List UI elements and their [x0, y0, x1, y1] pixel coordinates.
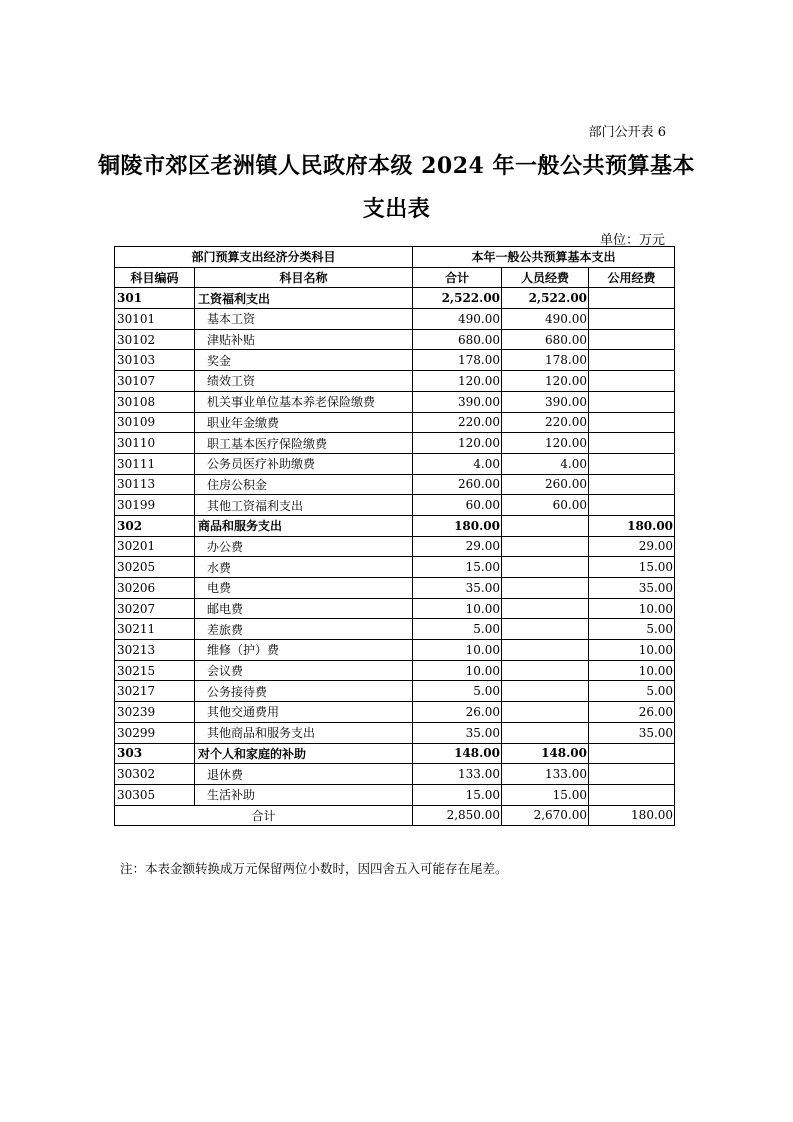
- table-row: [115, 722, 675, 743]
- table-row: [115, 681, 675, 702]
- table-row: [115, 743, 675, 764]
- cell-total: 10.00: [413, 598, 502, 619]
- cell-personnel: 680.00: [502, 329, 589, 350]
- cell-name: 其他交通费用: [195, 702, 413, 723]
- cell-total: 4.00: [413, 453, 502, 474]
- cell-total: 5.00: [413, 619, 502, 640]
- table-row: [115, 433, 675, 454]
- cell-personnel: 148.00: [502, 743, 589, 764]
- grand-total-public: 180.00: [589, 805, 675, 826]
- cell-personnel: [502, 598, 589, 619]
- cell-code: 30215: [115, 660, 195, 681]
- cell-total: 26.00: [413, 702, 502, 723]
- grand-total-total: 2,850.00: [413, 805, 502, 826]
- cell-name: 电费: [195, 578, 413, 599]
- unit-label: 单位：万元: [599, 233, 665, 248]
- header-left-group: 部门预算支出经济分类科目: [115, 247, 413, 268]
- cell-name: 职业年金缴费: [195, 412, 413, 433]
- table-row: [115, 515, 675, 536]
- cell-name: 机关事业单位基本养老保险缴费: [195, 391, 413, 412]
- cell-code: 302: [115, 515, 195, 536]
- cell-personnel: 220.00: [502, 412, 589, 433]
- cell-public: [589, 784, 675, 805]
- cell-personnel: [502, 536, 589, 557]
- cell-name: 邮电费: [195, 598, 413, 619]
- cell-public: 35.00: [589, 578, 675, 599]
- cell-total: 2,522.00: [413, 288, 502, 309]
- cell-public: 26.00: [589, 702, 675, 723]
- cell-public: [589, 391, 675, 412]
- cell-name: 生活补助: [195, 784, 413, 805]
- cell-code: 30205: [115, 557, 195, 578]
- cell-personnel: 490.00: [502, 309, 589, 330]
- table-row: [115, 412, 675, 433]
- table-row: [115, 764, 675, 785]
- cell-total: 220.00: [413, 412, 502, 433]
- page-title-line-1: 铜陵市郊区老洲镇人民政府本级 2024 年一般公共预算基本: [97, 153, 696, 179]
- cell-code: 30299: [115, 722, 195, 743]
- budget-table: [114, 246, 675, 826]
- header-code: 科目编码: [115, 267, 195, 288]
- cell-total: 148.00: [413, 743, 502, 764]
- table-row: [115, 288, 675, 309]
- table-row: [115, 702, 675, 723]
- cell-personnel: [502, 515, 589, 536]
- cell-public: 15.00: [589, 557, 675, 578]
- cell-public: [589, 433, 675, 454]
- cell-code: 30211: [115, 619, 195, 640]
- cell-code: 30199: [115, 495, 195, 516]
- cell-code: 30302: [115, 764, 195, 785]
- cell-name: 公务员医疗补助缴费: [195, 453, 413, 474]
- cell-total: 35.00: [413, 722, 502, 743]
- cell-total: 260.00: [413, 474, 502, 495]
- cell-public: [589, 743, 675, 764]
- cell-name: 住房公积金: [195, 474, 413, 495]
- cell-code: 30239: [115, 702, 195, 723]
- cell-name: 奖金: [195, 350, 413, 371]
- cell-code: 30107: [115, 371, 195, 392]
- cell-total: 390.00: [413, 391, 502, 412]
- cell-public: [589, 764, 675, 785]
- header-right-group: 本年一般公共预算基本支出: [413, 247, 675, 268]
- grand-total-personnel: 2,670.00: [502, 805, 589, 826]
- cell-public: 10.00: [589, 640, 675, 661]
- cell-total: 10.00: [413, 660, 502, 681]
- cell-total: 178.00: [413, 350, 502, 371]
- cell-public: 5.00: [589, 681, 675, 702]
- cell-public: [589, 371, 675, 392]
- table-row: [115, 350, 675, 371]
- page-title-line-2: 支出表: [362, 196, 431, 222]
- cell-personnel: 15.00: [502, 784, 589, 805]
- cell-code: 30207: [115, 598, 195, 619]
- table-row: [115, 309, 675, 330]
- cell-public: [589, 495, 675, 516]
- cell-public: [589, 412, 675, 433]
- cell-name: 其他工资福利支出: [195, 495, 413, 516]
- table-row: [115, 660, 675, 681]
- cell-name: 办公费: [195, 536, 413, 557]
- cell-code: 30102: [115, 329, 195, 350]
- cell-name: 对个人和家庭的补助: [195, 743, 413, 764]
- table-row: [115, 329, 675, 350]
- cell-code: 30110: [115, 433, 195, 454]
- cell-name: 公务接待费: [195, 681, 413, 702]
- cell-public: 35.00: [589, 722, 675, 743]
- cell-public: 10.00: [589, 660, 675, 681]
- cell-code: 301: [115, 288, 195, 309]
- header-public: 公用经费: [589, 267, 675, 288]
- cell-name: 退休费: [195, 764, 413, 785]
- cell-personnel: [502, 702, 589, 723]
- cell-code: 30108: [115, 391, 195, 412]
- cell-personnel: 133.00: [502, 764, 589, 785]
- cell-name: 基本工资: [195, 309, 413, 330]
- cell-code: 30206: [115, 578, 195, 599]
- table-row: [115, 598, 675, 619]
- cell-public: 5.00: [589, 619, 675, 640]
- cell-public: 29.00: [589, 536, 675, 557]
- cell-name: 其他商品和服务支出: [195, 722, 413, 743]
- cell-public: [589, 329, 675, 350]
- cell-total: 180.00: [413, 515, 502, 536]
- cell-code: 30111: [115, 453, 195, 474]
- table-row: [115, 619, 675, 640]
- header-personnel: 人员经费: [502, 267, 589, 288]
- grand-total-label: 合计: [115, 805, 413, 826]
- cell-total: 15.00: [413, 784, 502, 805]
- cell-personnel: [502, 660, 589, 681]
- cell-name: 差旅费: [195, 619, 413, 640]
- cell-personnel: [502, 619, 589, 640]
- form-number: 部门公开表 6: [588, 125, 666, 140]
- table-row: [115, 640, 675, 661]
- cell-personnel: 4.00: [502, 453, 589, 474]
- cell-code: 30109: [115, 412, 195, 433]
- cell-code: 30213: [115, 640, 195, 661]
- cell-code: 30113: [115, 474, 195, 495]
- cell-personnel: 2,522.00: [502, 288, 589, 309]
- cell-total: 29.00: [413, 536, 502, 557]
- cell-public: 10.00: [589, 598, 675, 619]
- header-group-row: [115, 247, 675, 268]
- cell-code: 303: [115, 743, 195, 764]
- table-row: [115, 495, 675, 516]
- cell-total: 490.00: [413, 309, 502, 330]
- cell-total: 15.00: [413, 557, 502, 578]
- cell-personnel: 260.00: [502, 474, 589, 495]
- table-row: [115, 557, 675, 578]
- table-row: [115, 391, 675, 412]
- cell-personnel: 120.00: [502, 433, 589, 454]
- table-row: [115, 536, 675, 557]
- cell-personnel: 60.00: [502, 495, 589, 516]
- cell-total: 680.00: [413, 329, 502, 350]
- cell-name: 工资福利支出: [195, 288, 413, 309]
- table-row: [115, 453, 675, 474]
- header-column-row: [115, 267, 675, 288]
- table-row: [115, 474, 675, 495]
- cell-personnel: [502, 722, 589, 743]
- cell-personnel: 390.00: [502, 391, 589, 412]
- cell-personnel: 120.00: [502, 371, 589, 392]
- cell-personnel: [502, 681, 589, 702]
- table-row: [115, 371, 675, 392]
- cell-name: 绩效工资: [195, 371, 413, 392]
- cell-total: 133.00: [413, 764, 502, 785]
- cell-total: 35.00: [413, 578, 502, 599]
- header-total: 合计: [413, 267, 502, 288]
- cell-total: 5.00: [413, 681, 502, 702]
- table-row: [115, 784, 675, 805]
- cell-code: 30305: [115, 784, 195, 805]
- cell-total: 10.00: [413, 640, 502, 661]
- cell-public: [589, 453, 675, 474]
- cell-public: [589, 288, 675, 309]
- table-row: [115, 578, 675, 599]
- cell-public: [589, 350, 675, 371]
- cell-personnel: [502, 557, 589, 578]
- cell-name: 会议费: [195, 660, 413, 681]
- cell-name: 维修（护）费: [195, 640, 413, 661]
- cell-public: 180.00: [589, 515, 675, 536]
- cell-name: 津贴补贴: [195, 329, 413, 350]
- cell-personnel: 178.00: [502, 350, 589, 371]
- cell-public: [589, 309, 675, 330]
- cell-name: 职工基本医疗保险缴费: [195, 433, 413, 454]
- cell-personnel: [502, 578, 589, 599]
- cell-total: 120.00: [413, 371, 502, 392]
- cell-code: 30217: [115, 681, 195, 702]
- cell-code: 30101: [115, 309, 195, 330]
- header-name: 科目名称: [195, 267, 413, 288]
- grand-total-row: [115, 805, 675, 826]
- cell-total: 120.00: [413, 433, 502, 454]
- cell-name: 水费: [195, 557, 413, 578]
- cell-code: 30201: [115, 536, 195, 557]
- cell-name: 商品和服务支出: [195, 515, 413, 536]
- cell-code: 30103: [115, 350, 195, 371]
- cell-personnel: [502, 640, 589, 661]
- cell-total: 60.00: [413, 495, 502, 516]
- footnote: 注：本表金额转换成万元保留两位小数时，因四舍五入可能存在尾差。: [120, 861, 508, 876]
- cell-public: [589, 474, 675, 495]
